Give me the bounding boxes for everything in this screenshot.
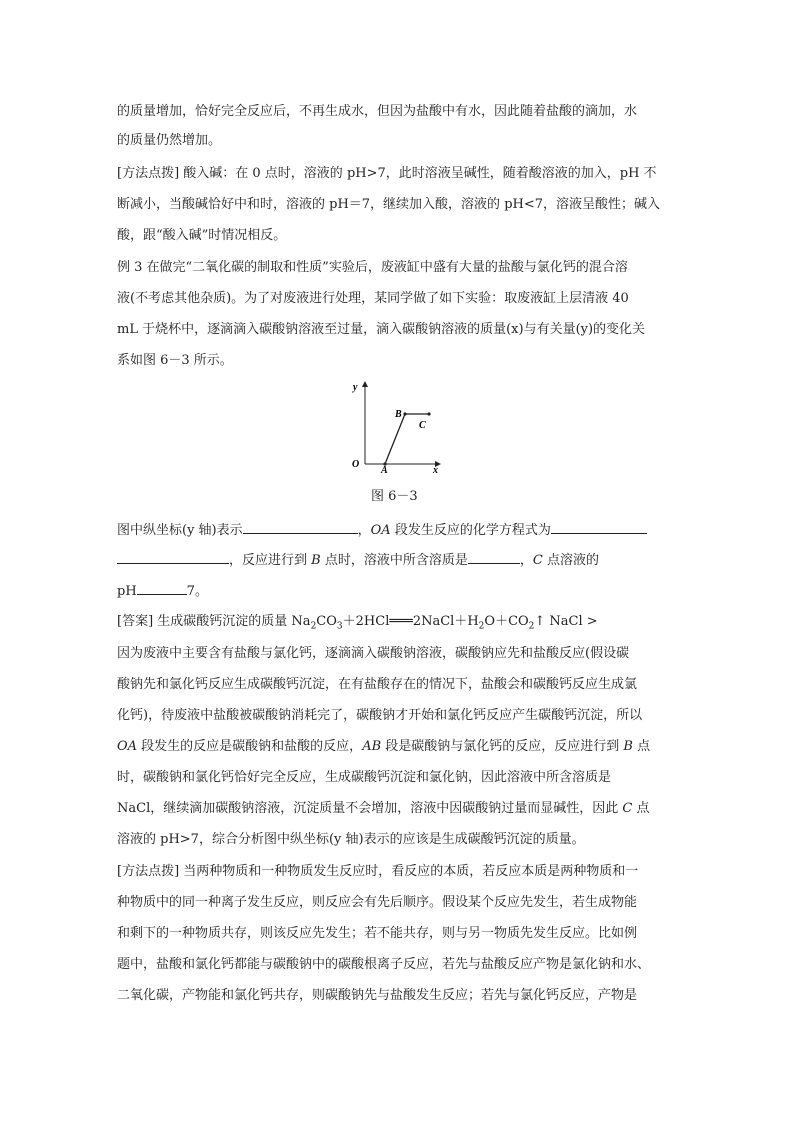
answer-text: [答案] 生成碳酸钙沉淀的质量 (117, 614, 292, 629)
explanation-text: 点 (632, 801, 650, 816)
point-label: C (532, 553, 543, 568)
method-tip-line: 断减小，当酸碱恰好中和时，溶液的 pH＝7，继续加入酸，溶液的 pH<7，溶液呈酸性；碱入 (117, 197, 661, 212)
origin-label: O (352, 459, 360, 470)
explanation-line: 酸钠先和氯化钙反应生成碳酸钙沉淀，在有盐酸存在的情况下，盐酸会和碳酸钙反应生成氯 (117, 677, 638, 692)
explanation-line: 化钙)，待废液中盐酸被碳酸钠消耗完了，碳酸钠才开始和氯化钙反应产生碳酸钙沉淀，所以 (117, 708, 643, 723)
point-label: B (623, 739, 633, 754)
answer-blank (468, 549, 520, 564)
example-line: 液(不考虑其他杂质)。为了对废液进行处理，某同学做了如下实验：取废液缸上层清液 40 (117, 291, 629, 306)
figure-6-3 (345, 378, 445, 474)
point-label: B (311, 553, 321, 568)
paragraph-line: 的质量仍然增加。 (117, 133, 222, 148)
x-axis-label: x (433, 465, 438, 474)
question-text: 图中纵坐标(y 轴)表示 (117, 523, 243, 538)
question-line-2 (117, 549, 599, 571)
method-tip-line: 题中，盐酸和氯化钙都能与碳酸钠中的碳酸根离子反应，若先与盐酸反应产物是氯化钠和水、 (117, 957, 651, 972)
segment-ab (385, 414, 405, 464)
segment-label: OA (370, 523, 391, 538)
answer-blank (551, 519, 647, 534)
point-c-label: C (419, 420, 426, 431)
answer-blank (117, 549, 229, 564)
equation-subscript: 2 (478, 621, 485, 632)
question-line-3 (117, 580, 208, 602)
segment-label: AB (362, 739, 382, 754)
question-text: 点时，溶液中所含溶质是 (320, 553, 468, 568)
example-line: 例 3 在做完“二氧化碳的制取和性质”实验后，废液缸中盛有大量的盐酸与氯化钙的混合溶 (117, 260, 628, 275)
explanation-line: 溶液的 pH>7，综合分析图中纵坐标(y 轴)表示的应该是生成碳酸钙沉淀的质量。 (117, 832, 585, 847)
equation-subscript: 2 (528, 621, 535, 632)
question-text: 7。 (186, 584, 208, 599)
question-text: ， (519, 553, 533, 568)
equation-part: ＋2HCl═══2NaCl＋H (342, 614, 479, 629)
equation-subscript: 3 (336, 621, 343, 632)
point-label: C (622, 801, 633, 816)
point-c (427, 412, 430, 415)
equation-part: O＋CO (484, 614, 529, 629)
answer-blank (243, 519, 358, 534)
explanation-line: 因为废液中主要含有盐酸与氯化钙，逐滴滴入碳酸钠溶液，碳酸钠应先和盐酸反应(假设碳 (117, 646, 630, 661)
segment-label: OA (117, 739, 138, 754)
equation-part: CO (316, 614, 337, 629)
question-text: ，反应进行到 (229, 553, 312, 568)
point-a-label: A (381, 465, 388, 474)
explanation-line: 时，碳酸钠和氯化钙恰好完全反应，生成碳酸钙沉淀和氯化钠，因此溶液中所含溶质是 (117, 770, 612, 785)
point-b-label: B (395, 409, 402, 420)
explanation-text: 点 (632, 739, 651, 754)
explanation-text: 段发生的反应是碳酸钠和盐酸的反应， (137, 739, 363, 754)
question-text: 段发生反应的化学方程式为 (390, 523, 551, 538)
question-line-1 (117, 519, 647, 541)
question-text: ， (357, 523, 371, 538)
explanation-text: 段是碳酸钠与氯化钙的反应，反应进行到 (381, 739, 624, 754)
method-tip-line: 二氧化碳，产物能和氯化钙共存，则碳酸钠先与盐酸发生反应；若先与氯化钙反应，产物是 (117, 988, 638, 1003)
method-tip-line: 和剩下的一种物质共存，则该反应先发生；若不能共存，则与另一物质先发生反应。比如例 (117, 926, 638, 941)
question-text: 点溶液的 (542, 553, 599, 568)
answer-blank (137, 580, 187, 595)
equation-part: Na (291, 614, 311, 629)
figure-graph (345, 378, 445, 474)
method-tip-line: [方法点拨] 当两种物质和一种物质发生反应时，看反应的本质，若反应本质是两种物质和一 (117, 864, 639, 879)
method-tip-line: [方法点拨] 酸入碱：在 0 点时，溶液的 pH>7，此时溶液呈碱性，随着酸溶液的加入，pH 不 (117, 166, 657, 181)
equation-subscript: 2 (310, 621, 317, 632)
explanation-text: NaCl，继续滴加碳酸钠溶液，沉淀质量不会增加，溶液中因碳酸钠过量而显碱性，因此 (117, 801, 623, 816)
example-line: 系如图 6－3 所示。 (117, 353, 233, 368)
equation-part: ↑ NaCl > (534, 614, 598, 629)
question-text: pH (117, 584, 137, 599)
method-tip-line: 酸，跟“酸入碱”时情况相反。 (117, 228, 287, 243)
example-line: mL 于烧杯中，逐滴滴入碳酸钠溶液至过量，滴入碳酸钠溶液的质量(x)与有关量(y)的变化关 (117, 322, 646, 337)
paragraph-line: 的质量增加，恰好完全反应后，不再生成水，但因为盐酸中有水，因此随着盐酸的滴加，水 (117, 104, 638, 119)
method-tip-line: 种物质中的同一种离子发生反应，则反应会有先后顺序。假设某个反应先发生，若生成物能 (117, 895, 638, 910)
y-axis-label: y (353, 382, 358, 393)
explanation-line (117, 737, 650, 757)
figure-caption: 图 6－3 (371, 489, 418, 504)
answer-line (117, 612, 598, 632)
point-b (403, 412, 406, 415)
explanation-line (117, 799, 649, 819)
